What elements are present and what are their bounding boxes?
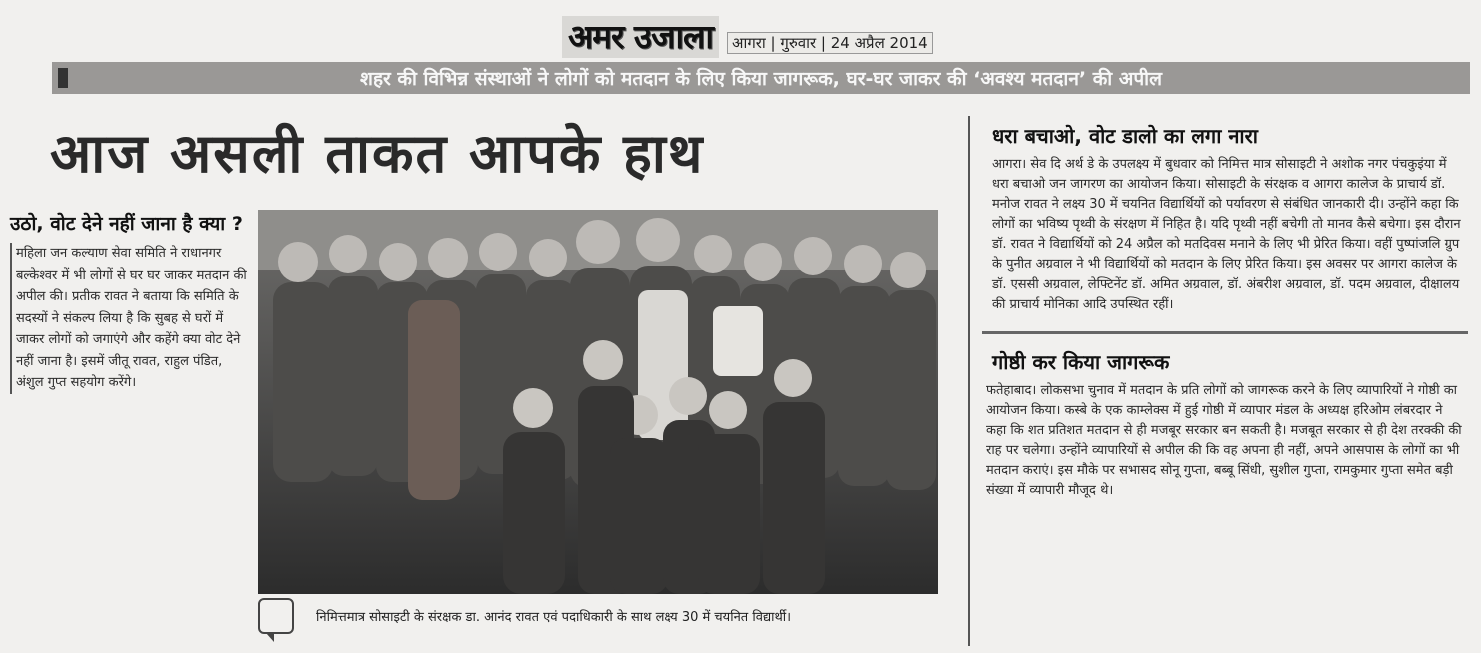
masthead: [562, 12, 1070, 58]
right-story-2-body: फतेहाबाद। लोकसभा चुनाव में मतदान के प्रति लोगों को जागरूक करने के लिए व्यापारियों ने गोष्ठी का आयोजन किया। कस्बे के एक काम्लेक्स में हुई गोष्ठी में व्यापार मंडल के अध्यक्ष हरिओम लंबरदार ने कहा कि शत प्रतिशत मतदान से ही मजबूर सरकार बन सकती है। मजबूत सरकार से ही देश तरक्की की राह पर चलेगा। उन्होंने व्यापारियों से अपील की कि वह अपना ही नहीं, अपने आसपास के लोगों का भी मतदान कराएं। इस मौके पर सभासद सोनू गुप्ता, बब्बू सिंधी, सुशील गुप्ता, रामकुमार गुप्ता समेत बड़ी संख्या में व्यापारी मौजूद थे।: [986, 383, 1462, 498]
dateline: आगरा | गुरुवार | 24 अप्रैल 2014: [727, 32, 933, 54]
group-photo: [258, 210, 938, 594]
newspaper-logo: अमर उजाला: [562, 16, 719, 58]
speech-bubble-icon: [258, 598, 294, 634]
group-photo-illustration: [258, 210, 938, 594]
photo-caption-text: निमित्तमात्र सोसाइटी के संरक्षक डा. आनंद रावत एवं पदाधिकारी के साथ लक्ष्य 30 में चयनित विद्यार्थी।: [316, 610, 792, 625]
main-headline: आज असली ताकत आपके हाथ: [50, 122, 705, 185]
left-story-body: महिला जन कल्याण सेवा समिति ने राधानगर बल्केश्वर में भी लोगों से घर घर जाकर मतदान की अपील की। प्रतीक रावत ने बताया कि समिति के सदस्यों ने संकल्प लिया है कि सुबह से घरों में जाकर लोगों को जगाएंगे और कहेंगे क्या वोट देने नहीं जाना है। इसमें जीतू रावत, राहुल पंडित, अंशुल गुप्त सहयोग करेंगे।: [10, 243, 248, 394]
photo-caption: [258, 598, 938, 634]
left-story-headline: उठो, वोट देने नहीं जाना है क्या ?: [10, 213, 243, 235]
right-story-1-headline: धरा बचाओ, वोट डालो का लगा नारा: [992, 124, 1258, 148]
strip-marker-icon: [58, 68, 68, 88]
left-story: [10, 212, 248, 394]
right-story-1-body: आगरा। सेव दि अर्थ डे के उपलक्ष्य में बुधवार को निमित्त मात्र सोसाइटी ने अशोक नगर पंचकुइंया में धरा बचाओ जन जागरण का आयोजन किया। सोसाइटी के संरक्षक व आगरा कालेज के प्राचार्य डॉ. मनोज रावत ने लक्ष्य 30 में चयनित विद्यार्थियों को पर्यावरण से संबंधित जानकारी दी। उन्होंने कहा कि लोगों का भविष्य पृथ्वी के संरक्षण में निहित है। यदि पृथ्वी नहीं बचेगी तो मानव कैसे बचेगा। इस दौरान डॉ. रावत ने विद्यार्थियों को 24 अप्रैल को मतदिवस मनाने के लिए भी प्रेरित किया। वहीं पुष्पांजलि ग्रुप के पुनीत अग्रवाल ने भी विद्यार्थियों को मतदान के लिए प्रेरित किया। इस अवसर पर आगरा कालेज के डॉ. एससी अग्रवाल, लेफ्टिनेंट डॉ. अमित अग्रवाल, डॉ. अंबरीश अग्रवाल, डॉ. पदम अग्रवाल, दीक्षालय की प्राचार्य मोनिका आदि उपस्थित रहीं।: [992, 157, 1461, 312]
story-divider: [982, 331, 1468, 334]
right-column: [968, 116, 1468, 646]
right-story-2-headline: गोष्ठी कर किया जागरूक: [992, 350, 1170, 374]
strip-headline: [52, 62, 1470, 94]
strip-headline-text: शहर की विभिन्न संस्थाओं ने लोगों को मतदान के लिए किया जागरूक, घर-घर जाकर की ‘अवश्य मतदान’ की अपील: [360, 68, 1162, 90]
